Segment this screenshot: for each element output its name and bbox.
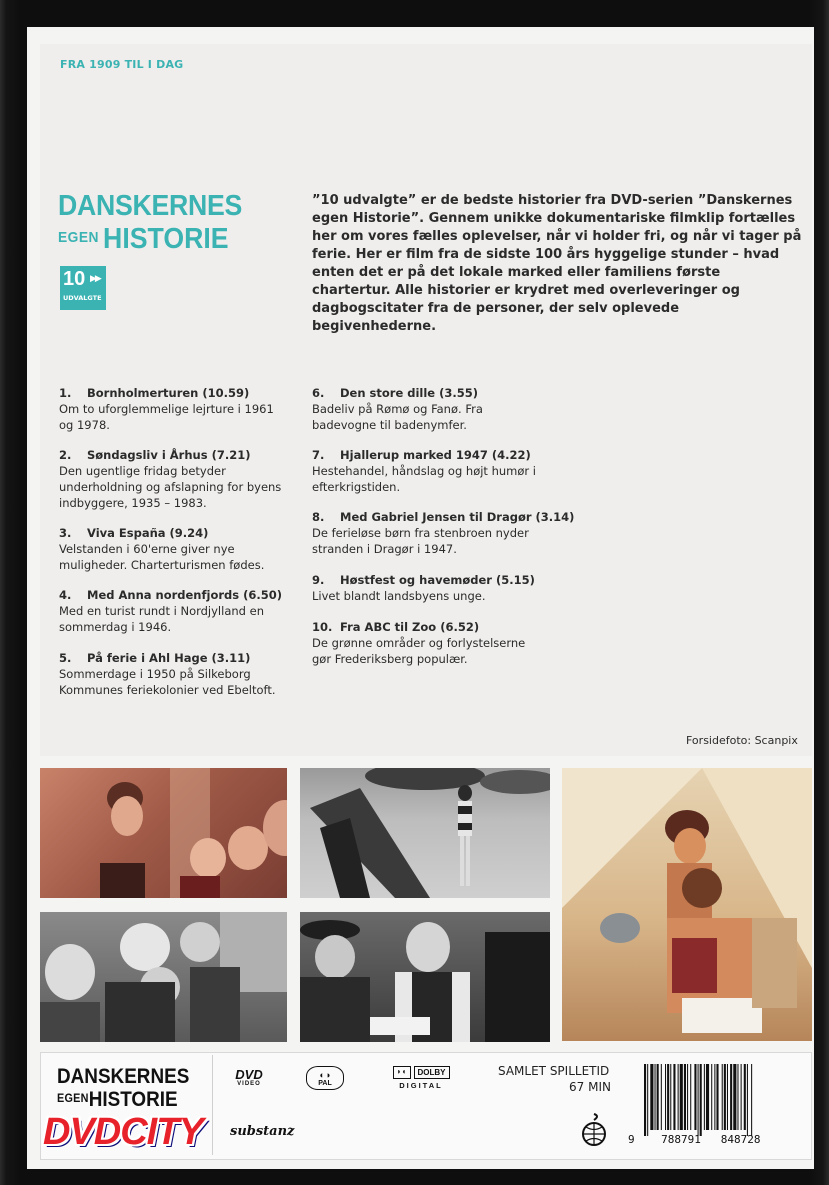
- barcode-bar: [730, 1064, 732, 1130]
- barcode-bar: [744, 1064, 746, 1130]
- badge-label: UDVALGTE: [63, 294, 102, 302]
- barcode-bar: [655, 1064, 656, 1130]
- badge-number: 10: [63, 268, 86, 290]
- photo-beach-woman: [300, 768, 550, 898]
- photo-market-men: [300, 912, 550, 1042]
- episode-item: 9. Høstfest og havemøder (5.15) Livet blandt landsbyens unge.: [312, 573, 535, 603]
- barcode-bar: [673, 1064, 675, 1130]
- barcode-bar: [706, 1064, 709, 1130]
- runtime-label: SAMLET SPILLETID: [498, 1064, 610, 1078]
- barcode-bar: [741, 1064, 742, 1130]
- publisher-logo: substanz: [230, 1124, 295, 1139]
- photo-tent-couple: [562, 768, 812, 1041]
- intro-text: ”10 udvalgte” er de bedste historier fra DVD-serien ”Danskernes egen Historie”. Gennem unikke dokumentariske filmklip fortælles her om vores fælles oplevelser, når vi holder fri, og når vi tager på ferie. Her er film fra de sidste 100 års hyggelige stunder – hvad enten det er på det lokale marked eller familiens første chartertur. Alle historier er krydret med overleveringer og dagbogscitater fra de personer, der selv oplevede begivenhederne.: [312, 193, 802, 334]
- barcode-bar: [644, 1064, 646, 1136]
- dolby-digital-logo: ◗◖ DOLBY DIGITAL: [386, 1066, 456, 1090]
- series-logo-line2: [58, 222, 229, 260]
- bar-logo-line2: [57, 1088, 178, 1112]
- barcode-bar: [678, 1064, 679, 1130]
- series-logo-line1: DANSKERNES: [58, 190, 243, 222]
- globe-icon: [580, 1112, 608, 1150]
- market-illustration: [300, 912, 550, 1042]
- girls-illustration: [40, 768, 287, 898]
- barcode-bar: [727, 1064, 728, 1130]
- dolby-icon: ◗◖: [393, 1066, 411, 1079]
- series-logo-small: EGEN: [58, 229, 99, 246]
- bar-logo-small: EGEN: [57, 1091, 89, 1105]
- barcode-bar: [680, 1064, 683, 1130]
- tent-illustration: [562, 768, 812, 1041]
- series-logo-big: HISTORIE: [103, 223, 229, 255]
- bar-divider: [212, 1055, 213, 1155]
- barcode-bar: [724, 1064, 726, 1130]
- barcode-digits: 9 788791 848728: [628, 1133, 761, 1146]
- barcode-bar: [704, 1064, 705, 1130]
- runtime-value: 67 MIN: [569, 1080, 611, 1094]
- barcode-bar: [722, 1064, 723, 1130]
- dvdcity-watermark: DVDCITY: [43, 1111, 203, 1153]
- dvd-video-logo: DVD VIDEO: [235, 1067, 263, 1087]
- episode-item: 2. Søndagsliv i Århus (7.21) Den ugentlige fridag betyder underholdning og afslapning for byens indbyggere, 1935 – 1983.: [59, 448, 282, 510]
- barcode-bar: [687, 1064, 688, 1130]
- photo-children: [40, 912, 287, 1042]
- barcode-bar: [700, 1064, 702, 1136]
- bar-logo-big: HISTORIE: [88, 1088, 178, 1111]
- barcode: [644, 1064, 808, 1136]
- photo-credit: Forsidefoto: Scanpix: [686, 734, 798, 747]
- bar-logo-line1: DANSKERNES: [57, 1065, 190, 1088]
- period-label: FRA 1909 TIL I DAG: [60, 58, 184, 71]
- episode-item: 8. Med Gabriel Jensen til Dragør (3.14) De ferieløse børn fra stenbroen nyder stranden i Dragør i 1947.: [312, 510, 575, 556]
- episode-item: 3. Viva España (9.24) Velstanden i 60'erne giver nye muligheder. Charterturismen fødes.: [59, 526, 265, 572]
- barcode-bar: [737, 1064, 738, 1130]
- barcode-bar: [714, 1064, 715, 1130]
- barcode-bar: [684, 1064, 686, 1130]
- barcode-bar: [698, 1064, 699, 1136]
- barcode-bar: [751, 1064, 752, 1136]
- episode-item: 5. På ferie i Ahl Hage (3.11) Sommerdage i 1950 på Silkeborg Kommunes feriekolonier ved Ebeltoft.: [59, 651, 276, 697]
- barcode-bar: [667, 1064, 669, 1130]
- ten-selected-badge: [60, 266, 106, 310]
- barcode-bar: [657, 1064, 659, 1130]
- barcode-bar: [747, 1064, 748, 1136]
- episode-item: 7. Hjallerup marked 1947 (4.22) Hestehandel, håndslag og højt humør i efterkrigstiden.: [312, 448, 536, 494]
- barcode-bar: [694, 1064, 696, 1130]
- children-illustration: [40, 912, 287, 1042]
- barcode-bar: [690, 1064, 691, 1130]
- beach-illustration: [300, 768, 550, 898]
- pal-logo: ◐◑ PAL: [306, 1066, 344, 1090]
- photo-girls-beach: [40, 768, 287, 898]
- barcode-bar: [661, 1064, 662, 1130]
- episode-item: 1. Bornholmerturen (10.59) Om to uforglemmelige lejrture i 1961 og 1978.: [59, 386, 274, 432]
- fast-forward-icon: ▶▶: [90, 274, 100, 284]
- barcode-bar: [650, 1064, 653, 1130]
- barcode-bar: [647, 1064, 648, 1136]
- barcode-bar: [733, 1064, 736, 1130]
- barcode-bar: [711, 1064, 712, 1130]
- barcode-bar: [665, 1064, 666, 1130]
- episode-item: 10. Fra ABC til Zoo (6.52) De grønne områder og forlystelserne gør Frederiksberg populær.: [312, 620, 526, 666]
- barcode-bar: [716, 1064, 718, 1130]
- episode-item: 4. Med Anna nordenfjords (6.50) Med en turist rundt i Nordjylland en sommerdag i 1946.: [59, 588, 282, 634]
- barcode-bar: [670, 1064, 671, 1130]
- episode-item: 6. Den store dille (3.55) Badeliv på Rømø og Fanø. Fra badevogne til badenymfer.: [312, 386, 483, 432]
